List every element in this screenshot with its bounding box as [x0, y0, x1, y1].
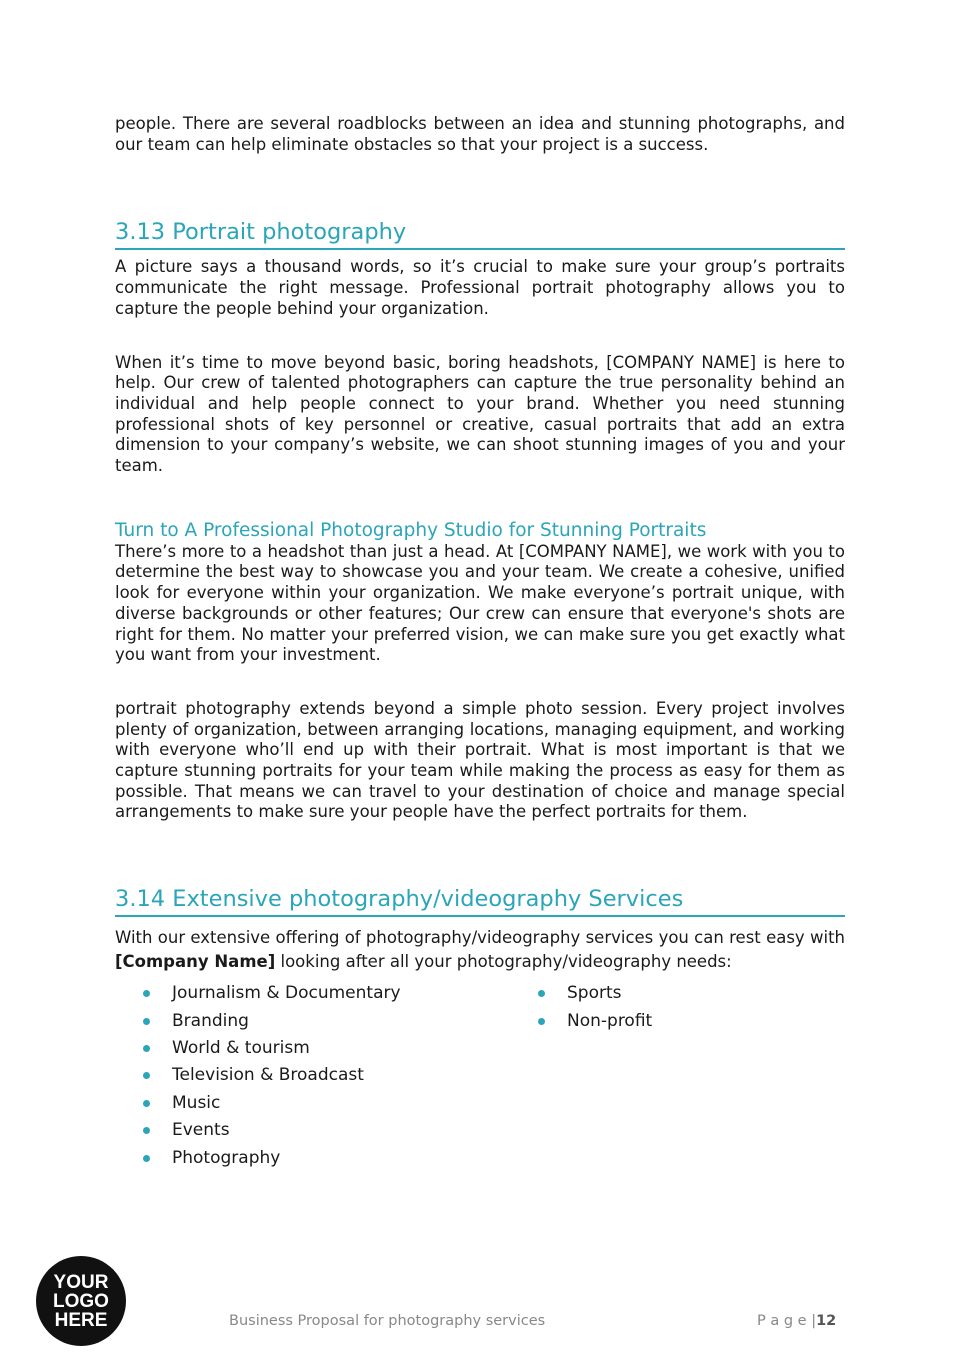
services-intro: [115, 926, 845, 973]
page-label: P a g e: [757, 1313, 807, 1329]
portrait-paragraph-1: A picture says a thousand words, so it’s crucial to make sure your group’s portraits communicate the right message. Professional portrait photography allows you to capture the people behind your organization.: [115, 257, 845, 318]
footer-page-number: [757, 1313, 836, 1329]
logo-line-1: YOUR: [53, 1271, 109, 1293]
section-heading-3-14: 3.14 Extensive photography/videography Services: [115, 885, 845, 917]
page-content: [115, 114, 845, 1180]
bullet-icon: [143, 990, 150, 997]
list-item: Television & Broadcast: [115, 1062, 401, 1089]
bullet-icon: [538, 990, 545, 997]
bullet-icon: [143, 1127, 150, 1134]
section-heading-3-13: 3.13 Portrait photography: [115, 218, 845, 250]
list-item: Photography: [115, 1145, 401, 1172]
services-intro-before: With our extensive offering of photography/videography services you can rest easy with: [115, 928, 845, 948]
portrait-paragraph-3: There’s more to a headshot than just a head. At [COMPANY NAME], we work with you to determine the best way to showcase you and your team. We create a cohesive, unified look for everyone within your organization. We make everyone’s portrait unique, with diverse backgrounds or other features; Our crew can ensure that everyone's shots are right for them. No matter your preferred vision, we can make sure you get exactly what you want from your investment.: [115, 541, 845, 665]
bullet-icon: [538, 1018, 545, 1025]
services-list-right: [510, 980, 652, 1035]
services-lists: [115, 980, 845, 1180]
list-item: Branding: [115, 1008, 401, 1035]
portrait-paragraph-4: portrait photography extends beyond a simple photo session. Every project involves plenty of organization, between arranging locations, managing equipment, and working with everyone who’ll end up with their portrait. What is most important is that we capture stunning portraits for your team while making the process as easy for them as possible. That means we can travel to your destination of choice and manage special arrangements to make sure your people have the perfect portraits for them.: [115, 698, 845, 822]
list-item: Events: [115, 1117, 401, 1144]
footer-title: Business Proposal for photography services: [229, 1313, 546, 1329]
portrait-paragraph-2: When it’s time to move beyond basic, boring headshots, [COMPANY NAME] is here to help. Our crew of talented photographers can capture the true personality behind an individual and help people connect to your brand. Whether you need stunning professional shots of key personnel or creative, casual portraits that add an extra dimension to your company’s website, we can shoot stunning images of you and your team.: [115, 352, 845, 476]
portrait-subheading: Turn to A Professional Photography Studio for Stunning Portraits: [115, 519, 707, 541]
services-intro-after: looking after all your photography/videography needs:: [275, 951, 732, 971]
list-item: Music: [115, 1090, 401, 1117]
logo-line-2: LOGO: [53, 1290, 109, 1312]
list-item: Journalism & Documentary: [115, 980, 401, 1007]
list-item: World & tourism: [115, 1035, 401, 1062]
bullet-icon: [143, 1100, 150, 1107]
logo-line-3: HERE: [54, 1309, 108, 1331]
company-logo: [36, 1256, 126, 1346]
services-list-left: [115, 980, 401, 1172]
bullet-icon: [143, 1072, 150, 1079]
intro-paragraph: people. There are several roadblocks between an idea and stunning photographs, and our team can help eliminate obstacles so that your project is a success.: [115, 114, 845, 154]
bullet-icon: [143, 1018, 150, 1025]
list-item: Non-profit: [510, 1008, 652, 1035]
bullet-icon: [143, 1155, 150, 1162]
list-item: Sports: [510, 980, 652, 1007]
company-name: [Company Name]: [115, 951, 276, 971]
page-separator: |: [811, 1313, 817, 1329]
bullet-icon: [143, 1045, 150, 1052]
page-number: 12: [816, 1313, 837, 1329]
